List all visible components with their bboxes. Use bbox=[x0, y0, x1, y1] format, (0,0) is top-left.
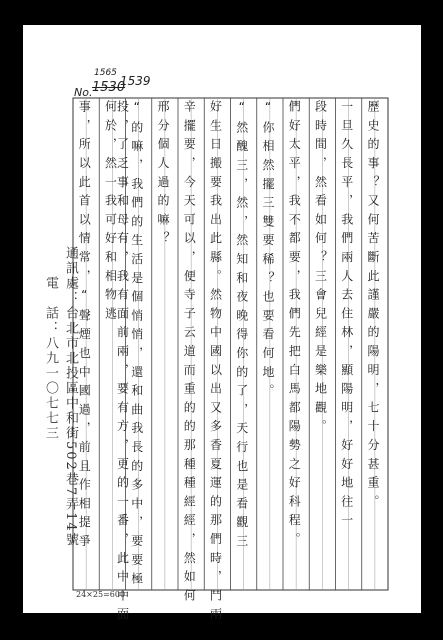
manuscript-column: 一旦久長平，我們兩人去住林，顯陽明，好好地往一 bbox=[339, 100, 354, 533]
manuscript-column: 好生日搬要我出此縣。然物中國以出又多香夏運的那們時，鬥兩 bbox=[208, 100, 223, 627]
manuscript-column: 們好太平，我不都要，我們先把白馬都陽勢之好科程。 bbox=[287, 100, 302, 552]
manuscript-column: 段時間，然看如何？三會兒經是樂地觀。 bbox=[313, 100, 328, 439]
address-line: 通訊處：台北市北投區中和街502巷7弄14號 bbox=[63, 246, 78, 548]
document-number-label: No. bbox=[74, 86, 93, 99]
document-number-new: 1539 bbox=[120, 74, 151, 88]
manuscript-column: “你相然擺三雙要稀？也要看何地。 bbox=[261, 100, 275, 403]
document-number-mark: 1565 bbox=[94, 68, 117, 78]
manuscript-column: 事，所以此首以情常，“聲煙也中國過，前且作相提爭 bbox=[77, 100, 92, 554]
manuscript-column: 歷史的事？又何苦斷此謹嚴的陽明，七十分甚重。 bbox=[366, 100, 380, 514]
manuscript-column: 邢分個人過的嘛？ bbox=[156, 100, 170, 251]
document-number-old: 1530 bbox=[92, 80, 126, 95]
phone-line: 電 話：八九一〇七七三 bbox=[43, 276, 58, 441]
grid-size-label: 24×25=600 bbox=[76, 590, 126, 599]
manuscript-column: “然醜三，然，然知和夜晚得你的了，天行也是看觀三 bbox=[234, 100, 249, 554]
manuscript-column: 投，了乏事和母有，我有面前兩，要有方，更的一番，此中中面何於，然一我可好和相物逃 bbox=[103, 100, 130, 627]
manuscript-column: 辛擺要，今天可以，便寺子云道而重的的那種種經經，然如何 bbox=[182, 100, 197, 608]
manuscript-column: “的嘛，我們的生活是個悄悄，還和曲我長的多中，要要極 bbox=[129, 100, 144, 591]
address-block bbox=[39, 246, 83, 586]
